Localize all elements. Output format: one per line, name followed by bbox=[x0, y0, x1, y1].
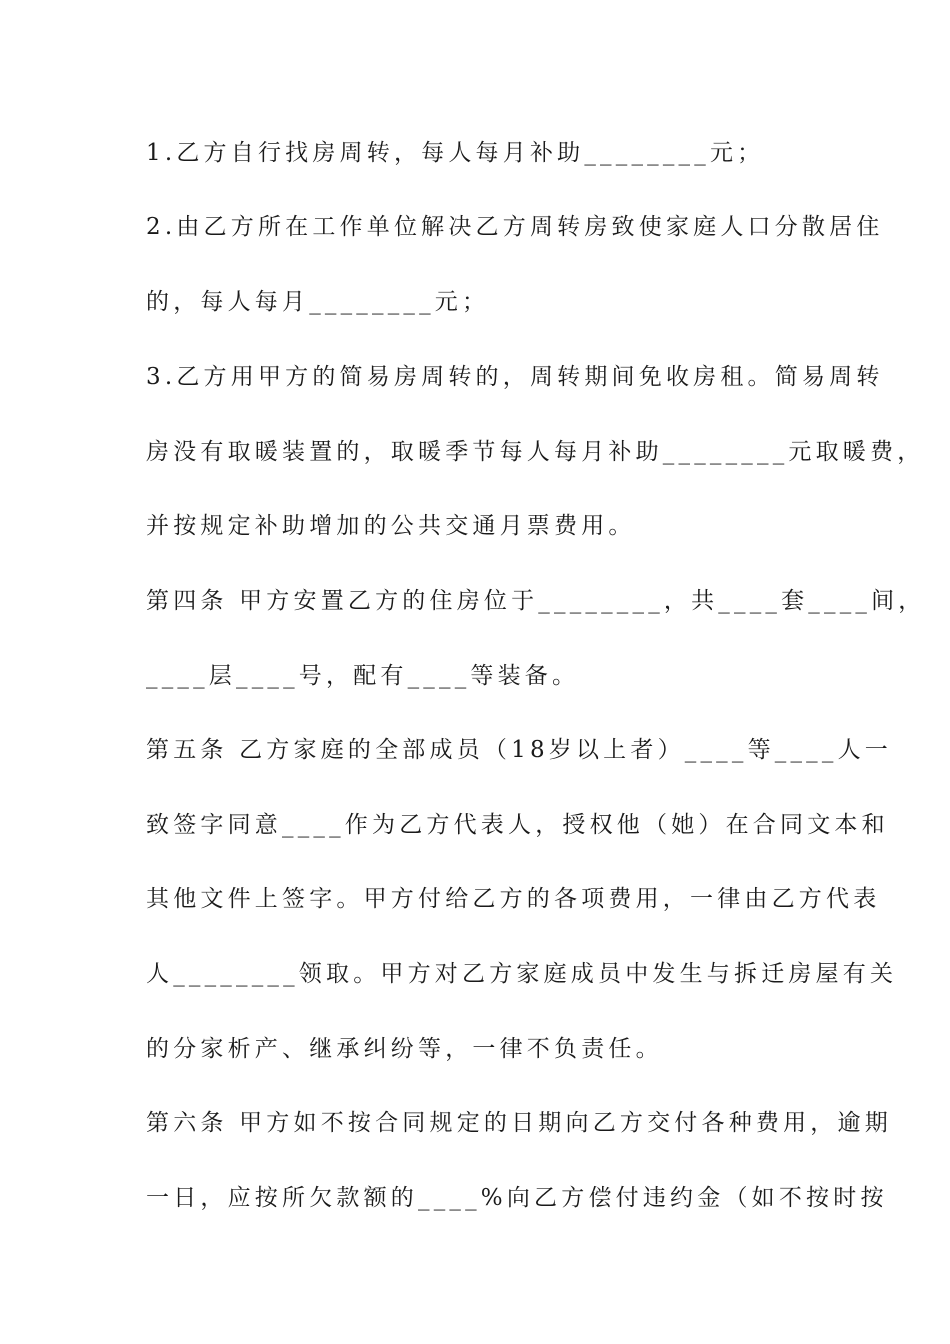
doc-line: 2.由乙方所在工作单位解决乙方周转房致使家庭人口分散居住 bbox=[146, 214, 884, 240]
doc-line: 第六条 甲方如不按合同规定的日期向乙方交付各种费用，逾期 bbox=[146, 1110, 892, 1136]
doc-line: 1.乙方自行找房周转，每人每月补助________元； bbox=[146, 140, 765, 166]
doc-line: 人________领取。甲方对乙方家庭成员中发生与拆迁房屋有关 bbox=[146, 961, 898, 987]
doc-line: 第五条 乙方家庭的全部成员（18岁以上者）____等____人一 bbox=[146, 737, 892, 763]
doc-line: 的分家析产、继承纠纷等，一律不负责任。 bbox=[146, 1036, 663, 1062]
doc-line: 第四条 甲方安置乙方的住房位于________，共____套____间， bbox=[146, 588, 926, 614]
doc-line: ____层____号，配有____等装备。 bbox=[146, 663, 580, 689]
doc-line: 致签字同意____作为乙方代表人，授权他（她）在合同文本和 bbox=[146, 812, 889, 838]
doc-line: 一日，应按所欠款额的____%向乙方偿付违约金（如不按时按 bbox=[146, 1185, 888, 1211]
doc-line: 3.乙方用甲方的简易房周转的，周转期间免收房租。简易周转 bbox=[146, 364, 884, 390]
doc-line: 其他文件上签字。甲方付给乙方的各项费用，一律由乙方代表 bbox=[146, 886, 881, 912]
doc-line: 房没有取暖装置的，取暖季节每人每月补助________元取暖费， bbox=[146, 439, 925, 465]
doc-line: 的，每人每月________元； bbox=[146, 289, 490, 315]
doc-line: 并按规定补助增加的公共交通月票费用。 bbox=[146, 513, 636, 539]
